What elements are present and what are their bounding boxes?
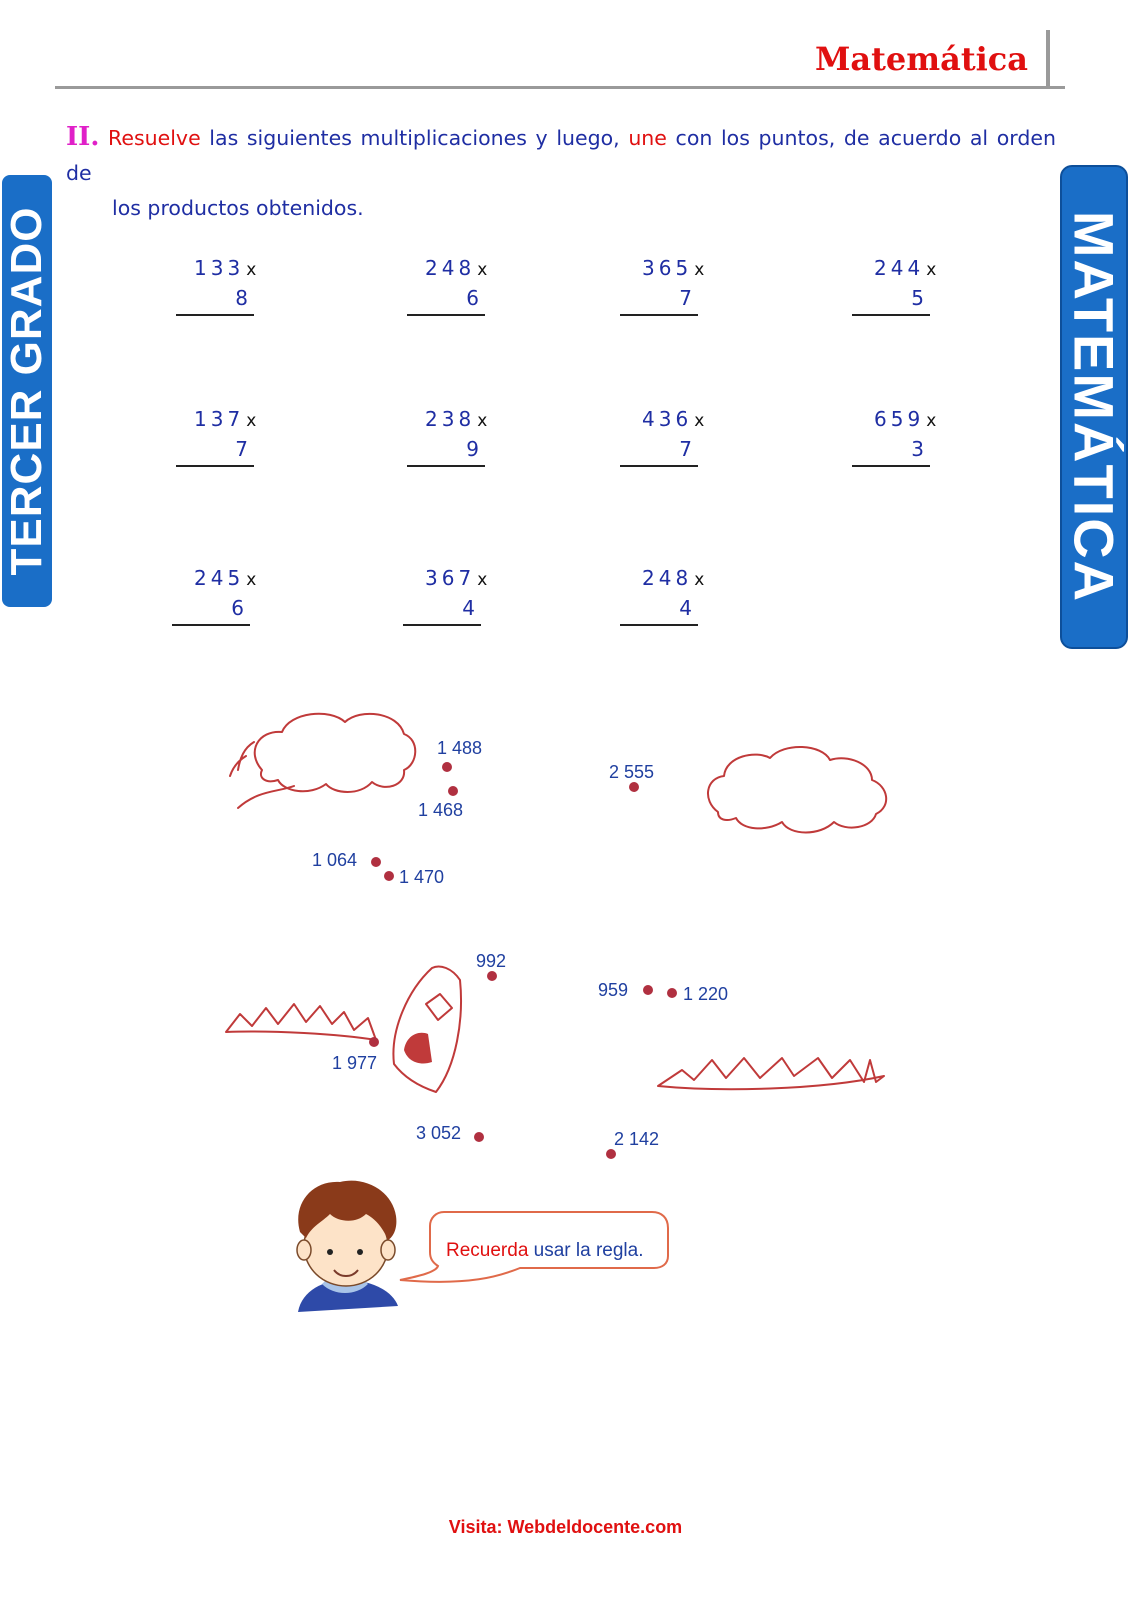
instruction-part-1: las siguientes multiplicaciones y luego, (200, 126, 629, 150)
dot-label: 1 468 (418, 800, 464, 820)
times-sign: x (246, 260, 257, 280)
multiplier: 7 (620, 437, 698, 467)
dot-label: 2 555 (609, 762, 655, 782)
dot-959 (643, 985, 653, 995)
dot-1220 (667, 988, 677, 998)
dot-1470 (384, 871, 394, 881)
cloud-left (255, 714, 416, 792)
rocket-flame (404, 1033, 432, 1064)
multiplicand: 659 (874, 407, 925, 431)
multiplicand: 365 (642, 256, 693, 280)
multiplier: 7 (620, 286, 698, 316)
times-sign: x (926, 411, 937, 431)
times-sign: x (477, 411, 488, 431)
dot-label: 1 977 (332, 1053, 378, 1073)
dot-label: 1 488 (437, 738, 483, 758)
multiplier: 3 (852, 437, 930, 467)
dot-992 (487, 971, 497, 981)
dot-label: 1 220 (683, 984, 729, 1004)
cloud-left-swoosh (238, 786, 294, 808)
instruction-keyword-une: une (628, 126, 667, 150)
multiplicand: 248 (642, 566, 693, 590)
multiplier: 6 (172, 596, 250, 626)
multiplicand: 137 (194, 407, 245, 431)
child-ear-left (297, 1240, 311, 1260)
dot-1977 (369, 1037, 379, 1047)
child-eye-right (357, 1249, 363, 1255)
dot-1488 (442, 762, 452, 772)
multiplicand: 238 (425, 407, 476, 431)
times-sign: x (694, 570, 705, 590)
child-eye-left (327, 1249, 333, 1255)
multiplier: 8 (176, 286, 254, 316)
cloud-right (708, 747, 886, 833)
grass-left (226, 1004, 376, 1040)
dot-2555 (629, 782, 639, 792)
child-illustration (297, 1181, 398, 1312)
child-ear-right (381, 1240, 395, 1260)
multiplier: 4 (403, 596, 481, 626)
dot-2142 (606, 1149, 616, 1159)
dot-1468 (448, 786, 458, 796)
cloud-left-wisp (230, 742, 254, 776)
dot-label: 1 064 (312, 850, 358, 870)
page-header-title: Matemática (814, 40, 1028, 78)
dot-label: 1 470 (399, 867, 445, 887)
dot-1064 (371, 857, 381, 867)
multiplier: 6 (407, 286, 485, 316)
rocket-window (426, 994, 452, 1020)
times-sign: x (926, 260, 937, 280)
multiplier: 7 (176, 437, 254, 467)
dot-label: 2 142 (614, 1129, 660, 1149)
multiplicand: 133 (194, 256, 245, 280)
times-sign: x (246, 411, 257, 431)
multiplicand: 248 (425, 256, 476, 280)
dot-3052 (474, 1132, 484, 1142)
times-sign: x (246, 570, 257, 590)
times-sign: x (477, 260, 488, 280)
multiplier: 9 (407, 437, 485, 467)
speech-rest: usar la regla. (528, 1240, 644, 1261)
speech-keyword: Recuerda (446, 1240, 529, 1261)
exercise-number: II. (66, 122, 100, 152)
instruction-part-3: los productos obtenidos. (112, 196, 364, 220)
instruction-keyword-resuelve: Resuelve (108, 126, 201, 150)
multiplier: 4 (620, 596, 698, 626)
multiplier: 5 (852, 286, 930, 316)
times-sign: x (694, 260, 705, 280)
dot-label: 3 052 (416, 1123, 462, 1143)
multiplicand: 367 (425, 566, 476, 590)
instruction-part-2: con los puntos, de acuerdo al orden de (66, 126, 1056, 185)
side-band-right-label: MATEMÁTICA (1062, 210, 1126, 604)
multiplicand: 244 (874, 256, 925, 280)
side-band-left-label: TERCER GRADO (2, 206, 51, 576)
grass-right (658, 1058, 884, 1089)
times-sign: x (477, 570, 488, 590)
multiplicand: 436 (642, 407, 693, 431)
dot-label: 992 (476, 951, 507, 971)
dot-label: 959 (598, 980, 629, 1000)
speech-bubble-text (446, 1240, 644, 1262)
rocket-body (393, 967, 461, 1093)
footer-link-text: Visita: Webdeldocente.com (448, 1517, 683, 1537)
times-sign: x (694, 411, 705, 431)
multiplicand: 245 (194, 566, 245, 590)
